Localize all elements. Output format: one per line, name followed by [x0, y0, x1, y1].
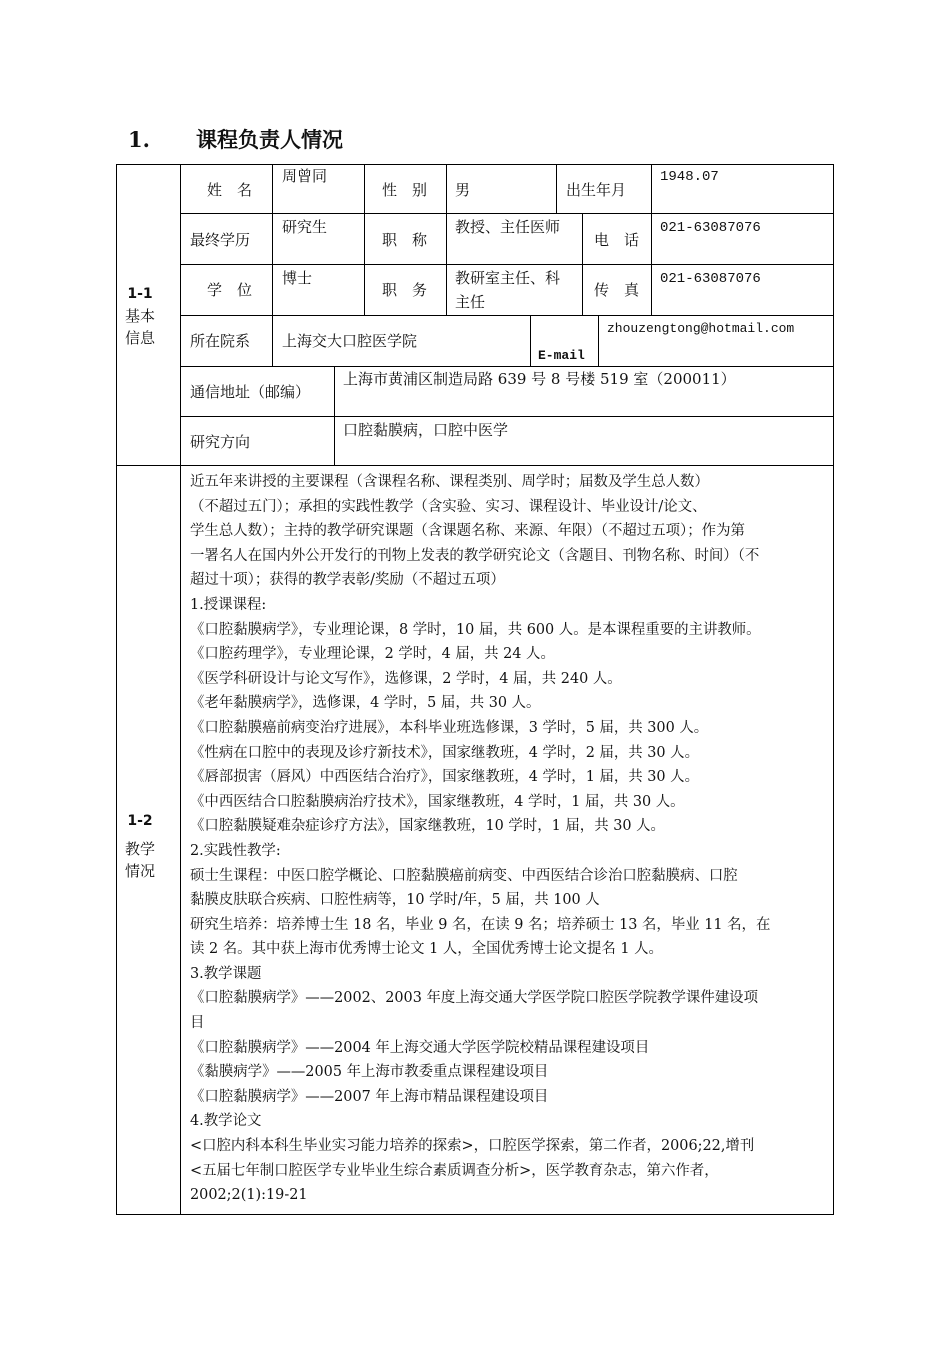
education-value: 研究生	[282, 218, 328, 236]
birth-label: 出生年月	[566, 181, 627, 199]
divider	[180, 264, 834, 265]
section-label-line: 教学	[124, 840, 155, 858]
content-line: 《口腔黏膜癌前病变治疗进展》，本科毕业班选修课，3 学时，5 届，共 300 人。	[190, 719, 709, 736]
content-line: 《医学科研设计与论文写作》，选修课，2 学时，4 届，共 240 人。	[190, 670, 622, 687]
content-line: 《口腔黏膜疑难杂症诊疗方法》，国家继教班，10 学时，1 届，共 30 人。	[190, 818, 665, 835]
content-line: 硕士生课程：中医口腔学概论、口腔黏膜癌前病变、中西医结合诊治口腔黏膜病、口腔	[190, 867, 738, 884]
teaching-content	[190, 470, 834, 1208]
research-value: 口腔黏膜病，口腔中医学	[343, 421, 509, 439]
content-line: 3.教学课题	[190, 965, 262, 982]
email-value: zhouzengtong@hotmail.com	[607, 321, 795, 336]
research-label: 研究方向	[190, 433, 251, 451]
divider	[556, 164, 557, 214]
content-line: 《口腔黏膜病学》，专业理论课，8 学时，10 届，共 600 人。是本课程重要的主讲教师。	[190, 621, 761, 638]
content-line: （不超过五门）；承担的实践性教学（含实验、实习、课程设计、毕业设计/论文、	[190, 498, 707, 515]
divider	[180, 213, 834, 214]
divider	[598, 315, 599, 366]
gender-value: 男	[455, 181, 471, 199]
birth-value: 1948.07	[660, 169, 719, 185]
content-line: 超过十项）；获得的教学表彰/奖励（不超过五项）	[190, 572, 505, 589]
section-label-line: 基本	[124, 307, 155, 325]
divider	[582, 213, 583, 316]
content-line: 《中西医结合口腔黏膜病治疗技术》，国家继教班，4 学时，1 届，共 30 人。	[190, 793, 685, 810]
education-label: 最终学历	[190, 231, 251, 249]
content-line: 1.授课课程:	[190, 596, 267, 613]
divider	[446, 164, 447, 316]
title-value: 教授、主任医师	[455, 218, 561, 236]
section-label-line: 情况	[124, 862, 155, 880]
content-line: 2002;2(1):19-21	[190, 1187, 308, 1204]
content-line: 《口腔药理学》，专业理论课，2 学时，4 届，共 24 人。	[190, 646, 555, 663]
divider	[180, 315, 834, 316]
dept-value: 上海交大口腔医学院	[282, 332, 418, 350]
content-line: 《性病在口腔中的表现及诊疗新技术》，国家继教班，4 学时，2 届，共 30 人。	[190, 744, 700, 761]
section-heading	[128, 124, 343, 154]
dept-label: 所在院系	[190, 332, 251, 350]
content-line: 《口腔黏膜病学》——2004 年上海交通大学医学院校精品课程建设项目	[190, 1039, 650, 1056]
basic-info-label	[110, 283, 170, 349]
address-label: 通信地址（邮编）	[190, 383, 311, 401]
divider	[116, 465, 834, 466]
name-label: 姓 名	[207, 181, 253, 199]
divider	[334, 366, 335, 465]
teaching-label	[110, 810, 170, 882]
divider	[651, 164, 652, 214]
degree-label: 学 位	[207, 281, 253, 299]
fax-label: 传 真	[594, 281, 640, 299]
email-label: E-mail	[538, 348, 585, 363]
content-line: 读 2 名。其中获上海市优秀博士论文 1 人，全国优秀博士论文提名 1 人。	[190, 941, 663, 958]
title-label: 职 称	[382, 231, 428, 249]
address-value: 上海市黄浦区制造局路 639 号 8 号楼 519 室（200011）	[343, 370, 736, 388]
section-number: 1.	[128, 127, 150, 152]
divider	[651, 213, 652, 316]
content-line: 《口腔黏膜病学》——2007 年上海市精品课程建设项目	[190, 1088, 549, 1105]
section-code: 1-2	[127, 813, 153, 829]
content-line: 目	[190, 1015, 205, 1032]
content-line: <口腔内科本科生毕业实习能力培养的探索>，口腔医学探索，第二作者，2006;22,增刊	[190, 1138, 755, 1155]
content-line: 《黏膜病学》——2005 年上海市教委重点课程建设项目	[190, 1064, 549, 1081]
content-line: 《老年黏膜病学》，选修课，4 学时，5 届，共 30 人。	[190, 695, 541, 712]
content-line: 4.教学论文	[190, 1113, 262, 1130]
phone-value: 021-63087076	[660, 220, 761, 236]
content-line: 一署名人在国内外公开发行的刊物上发表的教学研究论文（含题目、刊物名称、时间）（不	[190, 547, 760, 564]
content-line: 研究生培养：培养博士生 18 名，毕业 9 名，在读 9 名；培养硕士 13 名，毕业 11 名，在	[190, 916, 771, 933]
divider	[364, 164, 365, 316]
content-line: 《唇部损害（唇风）中西医结合治疗》，国家继教班，4 学时，1 届，共 30 人。	[190, 769, 700, 786]
phone-label: 电 话	[594, 231, 640, 249]
divider	[272, 164, 273, 366]
post-label: 职 务	[382, 281, 428, 299]
divider	[530, 315, 531, 366]
degree-value: 博士	[282, 269, 313, 287]
content-line: 近五年来讲授的主要课程（含课程名称、课程类别、周学时；届数及学生总人数）	[190, 474, 709, 490]
divider	[180, 416, 834, 417]
divider	[180, 164, 181, 1215]
section-title: 课程负责人情况	[196, 127, 343, 152]
post-value-line2: 主任	[455, 293, 486, 311]
section-label-line: 信息	[124, 329, 155, 347]
section-code: 1-1	[127, 286, 153, 302]
content-line: 《口腔黏膜病学》——2002、2003 年度上海交通大学医学院口腔医学院教学课件建设项	[190, 990, 758, 1007]
fax-value: 021-63087076	[660, 271, 761, 287]
post-value-line1: 教研室主任、科	[455, 269, 561, 287]
content-line: <五届七年制口腔医学专业毕业生综合素质调查分析>，医学教育杂志，第六作者，	[190, 1162, 719, 1179]
content-line: 2.实践性教学:	[190, 842, 281, 859]
content-line: 学生总人数）；主持的教学研究课题（含课题名称、来源、年限）（不超过五项）；作为第	[190, 523, 745, 540]
content-line: 黏膜皮肤联合疾病、口腔性病等，10 学时/年，5 届，共 100 人	[190, 892, 600, 909]
divider	[180, 366, 834, 367]
name-value: 周曾同	[282, 167, 328, 185]
gender-label: 性 别	[382, 181, 428, 199]
